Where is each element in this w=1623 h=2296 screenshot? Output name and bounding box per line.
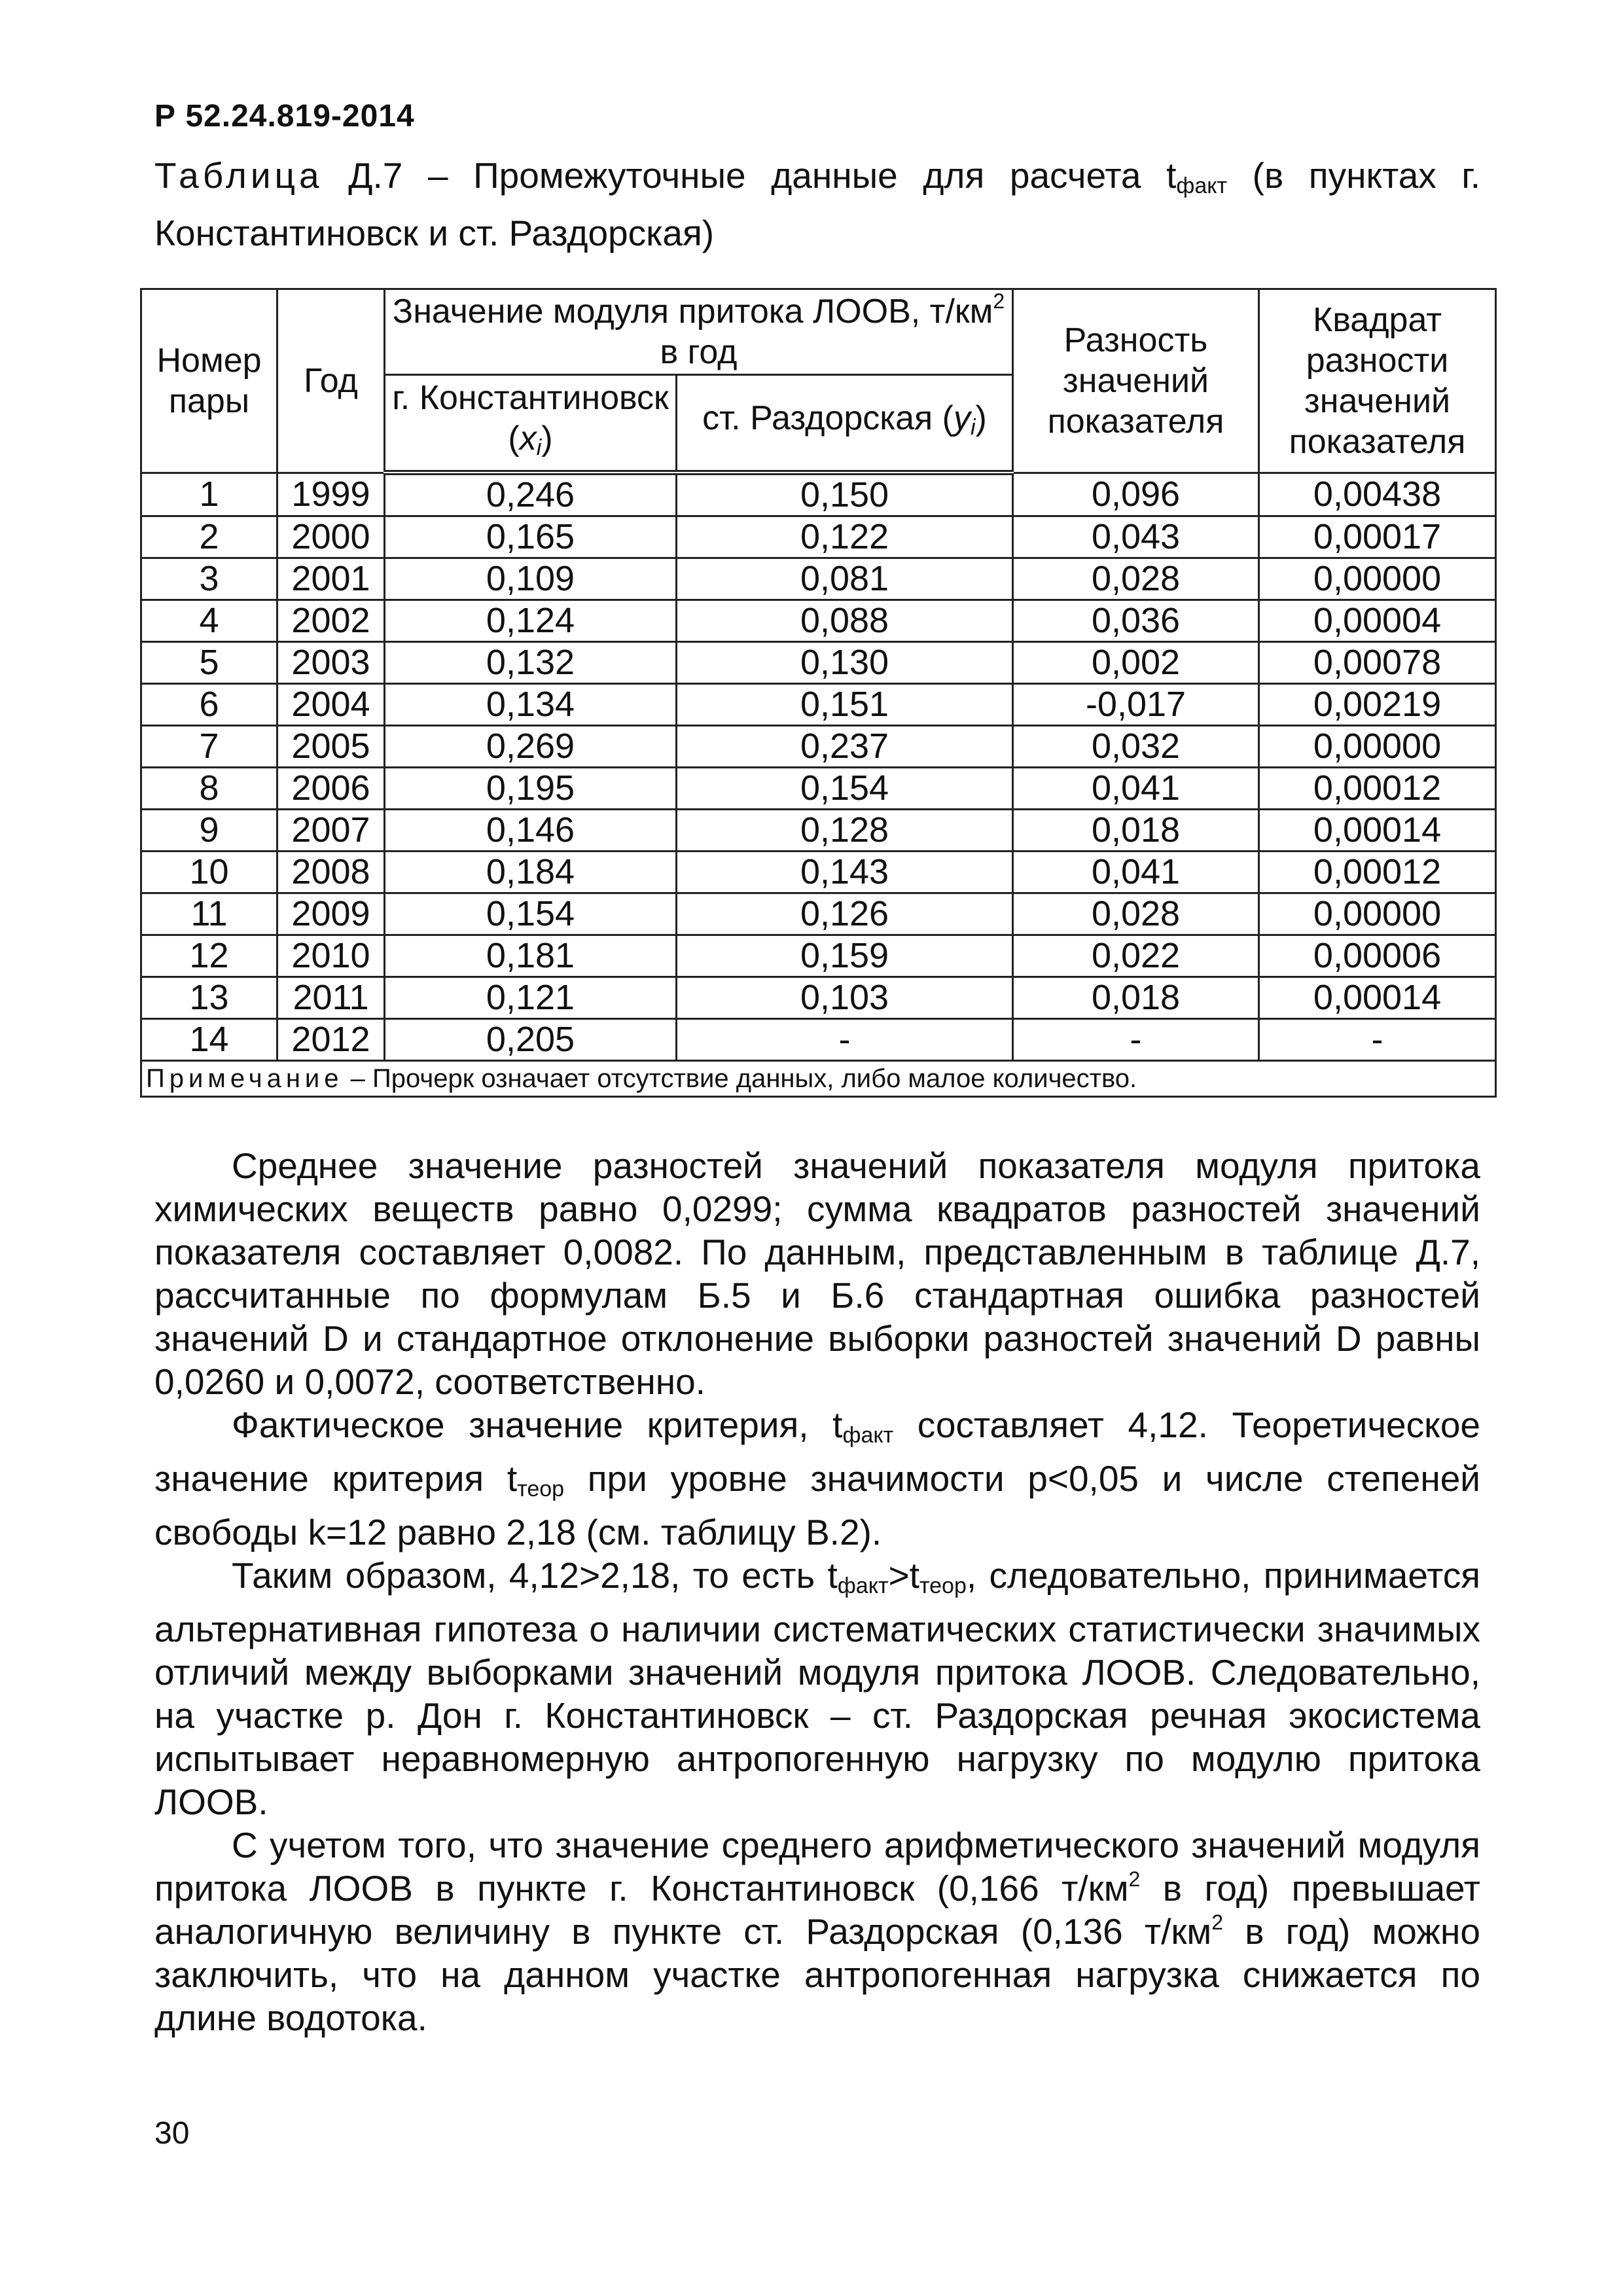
cell-diff: 0,041 <box>1013 852 1259 893</box>
cell-pair-no: 12 <box>141 935 277 977</box>
caption-number: Д.7 – Промежуточные данные для расчета t <box>348 155 1177 196</box>
cell-square: 0,00438 <box>1259 473 1496 516</box>
cell-konstantinovsk: 0,195 <box>385 768 677 810</box>
cell-razdorskaya: 0,128 <box>677 810 1013 852</box>
cell-pair-no: 1 <box>141 473 277 516</box>
cell-pair-no: 14 <box>141 1019 277 1061</box>
cell-year: 2007 <box>277 810 385 852</box>
cell-konstantinovsk: 0,181 <box>385 935 677 977</box>
header-diff: Разность значений показателя <box>1013 289 1259 473</box>
table-row <box>141 768 1496 810</box>
cell-pair-no: 4 <box>141 600 277 642</box>
paragraph-3: Таким образом, 4,12>2,18, то есть $t_{факт}>t_{теор}$, следовательно, принимается альтернативная гипотеза о наличии систематических статистически значимых отличий между выборками значений модуля притока ЛООВ. Следовательно, на участке р. Дон г. Константиновск – ст. Раздорская речная экосистема испытывает неравномерную антропогенную нагрузку по модулю притока ЛООВ. <box>154 1555 1481 1822</box>
cell-konstantinovsk: 0,165 <box>385 516 677 558</box>
cell-razdorskaya: 0,130 <box>677 642 1013 684</box>
table-row <box>141 1019 1496 1061</box>
table-row <box>141 935 1496 977</box>
table-row <box>141 600 1496 642</box>
table-body <box>141 473 1496 1061</box>
cell-diff: 0,018 <box>1013 810 1259 852</box>
cell-diff: 0,028 <box>1013 558 1259 600</box>
cell-diff: - <box>1013 1019 1259 1061</box>
cell-konstantinovsk: 0,184 <box>385 852 677 893</box>
header-year: Год <box>277 289 385 473</box>
cell-square: 0,00006 <box>1259 935 1496 977</box>
cell-pair-no: 7 <box>141 726 277 768</box>
cell-diff: 0,032 <box>1013 726 1259 768</box>
note-text: – Прочерк означает отсутствие данных, либо малое количество. <box>343 1064 1137 1093</box>
cell-konstantinovsk: 0,121 <box>385 977 677 1019</box>
table-row <box>141 810 1496 852</box>
note-label: Примечание <box>146 1064 344 1093</box>
table-row <box>141 852 1496 893</box>
cell-diff: 0,036 <box>1013 600 1259 642</box>
cell-year: 2009 <box>277 893 385 935</box>
cell-year: 1999 <box>277 473 385 516</box>
cell-konstantinovsk: 0,246 <box>385 473 677 516</box>
table-caption <box>154 152 1480 257</box>
cell-konstantinovsk: 0,269 <box>385 726 677 768</box>
cell-pair-no: 3 <box>141 558 277 600</box>
table-row <box>141 516 1496 558</box>
document-code: Р 52.24.819-2014 <box>154 99 415 134</box>
paragraph-2: Фактическое значение критерия, $t_{факт}$ составляет 4,12. Теоретическое значение критерия $t_{теор}$ при уровне значимости p<0,05 и числе степеней свободы k=12 равно 2,18 (см. таблицу В.2). <box>154 1405 1481 1552</box>
cell-razdorskaya: 0,237 <box>677 726 1013 768</box>
table-row <box>141 977 1496 1019</box>
cell-square: 0,00078 <box>1259 642 1496 684</box>
cell-diff: 0,043 <box>1013 516 1259 558</box>
cell-razdorskaya: 0,151 <box>677 684 1013 726</box>
cell-square: 0,00219 <box>1259 684 1496 726</box>
cell-square: 0,00014 <box>1259 810 1496 852</box>
cell-razdorskaya: 0,154 <box>677 768 1013 810</box>
body-text <box>154 1144 1480 2039</box>
cell-pair-no: 13 <box>141 977 277 1019</box>
cell-year: 2003 <box>277 642 385 684</box>
cell-year: 2006 <box>277 768 385 810</box>
table-row <box>141 893 1496 935</box>
cell-diff: 0,028 <box>1013 893 1259 935</box>
cell-razdorskaya: 0,150 <box>677 473 1013 516</box>
table-row <box>141 473 1496 516</box>
cell-year: 2010 <box>277 935 385 977</box>
cell-konstantinovsk: 0,154 <box>385 893 677 935</box>
cell-konstantinovsk: 0,124 <box>385 600 677 642</box>
header-group: Значение модуля притока ЛООВ, $т/км^2$ в год <box>385 289 1013 375</box>
cell-diff: 0,096 <box>1013 473 1259 516</box>
caption-subscript: факт <box>1176 173 1228 198</box>
table-row <box>141 558 1496 600</box>
cell-razdorskaya: 0,103 <box>677 977 1013 1019</box>
cell-konstantinovsk: 0,109 <box>385 558 677 600</box>
header-square: Квадрат разности значений показателя <box>1259 289 1496 473</box>
cell-diff: 0,022 <box>1013 935 1259 977</box>
cell-diff: 0,002 <box>1013 642 1259 684</box>
data-table <box>140 288 1497 1098</box>
cell-year: 2008 <box>277 852 385 893</box>
paragraph-4: С учетом того, что значение среднего арифметического значений модуля притока ЛООВ в пункте г. Константиновск (0,166 $т/км^2$ в год) превышает аналогичную величину в пункте ст. Раздорская (0,136 $т/км^2$ в год) можно заключить, что на данном участке антропогенная нагрузка снижается по длине водотока. <box>154 1825 1480 2038</box>
paragraph-1: Среднее значение разностей значений показателя модуля притока химических веществ равно 0,0299; сумма квадратов разностей значений показателя составляет 0,0082. По данным, представленным в таблице Д.7, рассчитанные по формулам Б.5 и Б.6 стандартная ошибка разностей значений D и стандартное отклонение выборки разностей значений D равны 0,0260 и 0,0072, соответственно. <box>154 1145 1480 1402</box>
cell-konstantinovsk: 0,134 <box>385 684 677 726</box>
cell-square: - <box>1259 1019 1496 1061</box>
cell-year: 2000 <box>277 516 385 558</box>
cell-pair-no: 5 <box>141 642 277 684</box>
header-konstantinovsk: г. Константиновск $(x_i)$ <box>385 375 677 473</box>
cell-year: 2011 <box>277 977 385 1019</box>
header-pair-no: Номер пары <box>141 289 277 473</box>
cell-diff: 0,041 <box>1013 768 1259 810</box>
cell-square: 0,00004 <box>1259 600 1496 642</box>
table-row <box>141 726 1496 768</box>
header-razdorskaya: ст. Раздорская $(y_i)$ <box>677 375 1013 473</box>
cell-year: 2004 <box>277 684 385 726</box>
cell-square: 0,00000 <box>1259 893 1496 935</box>
table-note <box>141 1061 1496 1097</box>
cell-pair-no: 11 <box>141 893 277 935</box>
cell-year: 2012 <box>277 1019 385 1061</box>
caption-lead: Таблица <box>154 155 323 196</box>
cell-konstantinovsk: 0,146 <box>385 810 677 852</box>
cell-razdorskaya: 0,122 <box>677 516 1013 558</box>
cell-square: 0,00012 <box>1259 768 1496 810</box>
cell-pair-no: 2 <box>141 516 277 558</box>
cell-year: 2002 <box>277 600 385 642</box>
cell-razdorskaya: 0,159 <box>677 935 1013 977</box>
page-number: 30 <box>154 2116 190 2151</box>
cell-razdorskaya: 0,088 <box>677 600 1013 642</box>
cell-pair-no: 10 <box>141 852 277 893</box>
cell-diff: -0,017 <box>1013 684 1259 726</box>
cell-konstantinovsk: 0,132 <box>385 642 677 684</box>
cell-year: 2005 <box>277 726 385 768</box>
caption-rest: (в пунктах г. Константиновск и ст. Раздорская) <box>154 155 1480 253</box>
cell-razdorskaya: - <box>677 1019 1013 1061</box>
table-row <box>141 684 1496 726</box>
cell-razdorskaya: 0,143 <box>677 852 1013 893</box>
table-row <box>141 642 1496 684</box>
cell-pair-no: 9 <box>141 810 277 852</box>
cell-pair-no: 8 <box>141 768 277 810</box>
cell-square: 0,00014 <box>1259 977 1496 1019</box>
cell-diff: 0,018 <box>1013 977 1259 1019</box>
cell-square: 0,00000 <box>1259 558 1496 600</box>
cell-year: 2001 <box>277 558 385 600</box>
cell-konstantinovsk: 0,205 <box>385 1019 677 1061</box>
cell-razdorskaya: 0,126 <box>677 893 1013 935</box>
cell-square: 0,00017 <box>1259 516 1496 558</box>
cell-square: 0,00000 <box>1259 726 1496 768</box>
cell-square: 0,00012 <box>1259 852 1496 893</box>
table-note-row <box>141 1061 1496 1097</box>
cell-razdorskaya: 0,081 <box>677 558 1013 600</box>
cell-pair-no: 6 <box>141 684 277 726</box>
